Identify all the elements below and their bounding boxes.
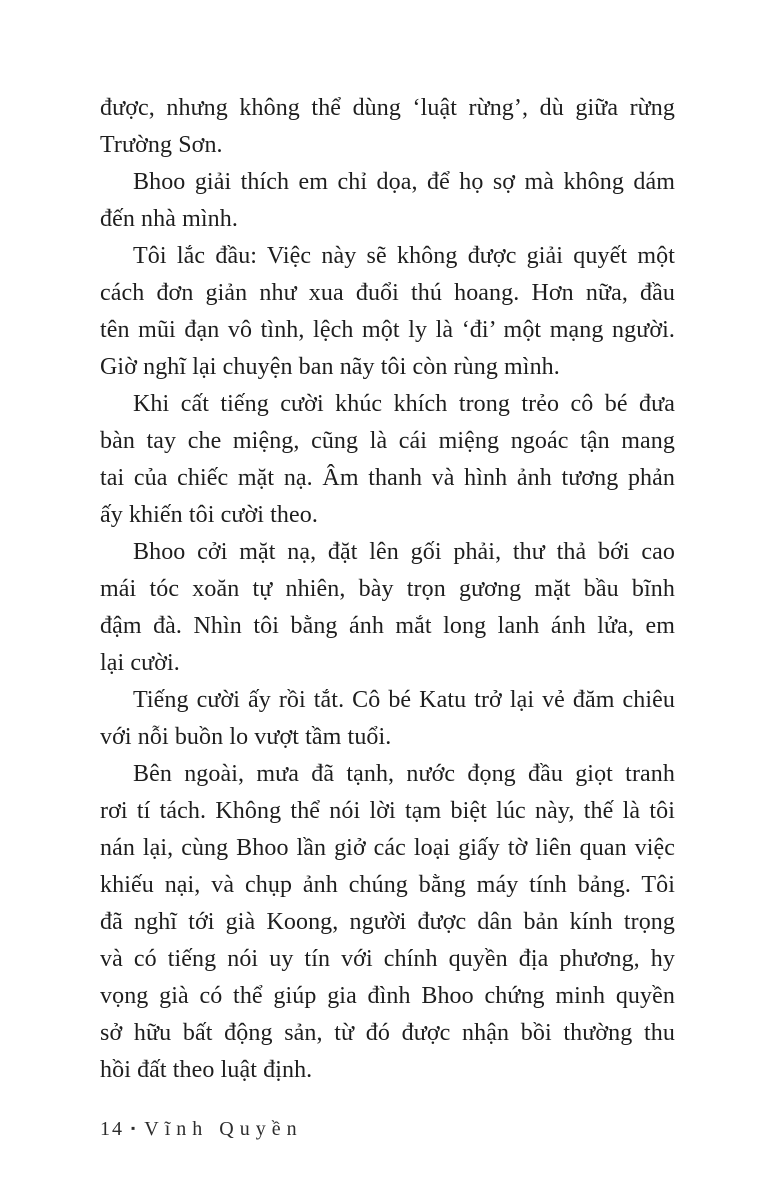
text-line: Bhoo giải thích em chỉ dọa, để họ sợ mà không dám bbox=[133, 169, 675, 195]
text-line: vọng già có thể giúp gia đình Bhoo chứng minh quyền bbox=[100, 983, 675, 1009]
text-line: với nỗi buồn lo vượt tầm tuổi. bbox=[100, 724, 392, 750]
text-line: hồi đất theo luật định. bbox=[100, 1057, 313, 1083]
text-line: đậm đà. Nhìn tôi bằng ánh mắt long lanh ánh lửa, em bbox=[100, 613, 675, 639]
text-line: ấy khiến tôi cười theo. bbox=[100, 502, 318, 528]
text-line: tai của chiếc mặt nạ. Âm thanh và hình ảnh tương phản bbox=[100, 465, 675, 491]
text-line: Khi cất tiếng cười khúc khích trong trẻo cô bé đưa bbox=[133, 391, 675, 417]
text-line: mái tóc xoăn tự nhiên, bày trọn gương mặt bầu bĩnh bbox=[100, 576, 675, 602]
text-line: được, nhưng không thể dùng ‘luật rừng’, dù giữa rừng bbox=[100, 95, 675, 121]
author-name: Vĩnh Quyền bbox=[144, 1118, 303, 1140]
square-bullet-icon: ▪ bbox=[131, 1121, 136, 1135]
page-footer bbox=[100, 1116, 303, 1141]
text-line: đến nhà mình. bbox=[100, 206, 238, 232]
body-text bbox=[100, 90, 675, 1089]
text-line: cách đơn giản như xua đuổi thú hoang. Hơn nữa, đầu bbox=[100, 280, 675, 306]
text-line: sở hữu bất động sản, từ đó được nhận bồi thường thu bbox=[100, 1020, 675, 1046]
text-line: Tôi lắc đầu: Việc này sẽ không được giải quyết một bbox=[133, 243, 675, 269]
text-line: và có tiếng nói uy tín với chính quyền địa phương, hy bbox=[100, 946, 675, 972]
text-line: đã nghĩ tới già Koong, người được dân bản kính trọng bbox=[100, 909, 675, 935]
text-line: Giờ nghĩ lại chuyện ban nãy tôi còn rùng mình. bbox=[100, 354, 560, 380]
text-line: khiếu nại, và chụp ảnh chúng bằng máy tính bảng. Tôi bbox=[100, 872, 675, 898]
text-line: Bên ngoài, mưa đã tạnh, nước đọng đầu giọt tranh bbox=[133, 761, 675, 787]
text-line: rơi tí tách. Không thể nói lời tạm biệt lúc này, thế là tôi bbox=[100, 798, 675, 824]
text-line: Tiếng cười ấy rồi tắt. Cô bé Katu trở lại vẻ đăm chiêu bbox=[133, 687, 675, 713]
text-line: Bhoo cởi mặt nạ, đặt lên gối phải, thư thả bới cao bbox=[133, 539, 675, 565]
text-line: tên mũi đạn vô tình, lệch một ly là ‘đi’ một mạng người. bbox=[100, 317, 675, 343]
page-number: 14 bbox=[100, 1118, 124, 1140]
text-line: lại cười. bbox=[100, 650, 180, 676]
text-line: Trường Sơn. bbox=[100, 132, 223, 158]
text-line: nán lại, cùng Bhoo lần giở các loại giấy tờ liên quan việc bbox=[100, 835, 675, 861]
text-line: bàn tay che miệng, cũng là cái miệng ngoác tận mang bbox=[100, 428, 675, 454]
